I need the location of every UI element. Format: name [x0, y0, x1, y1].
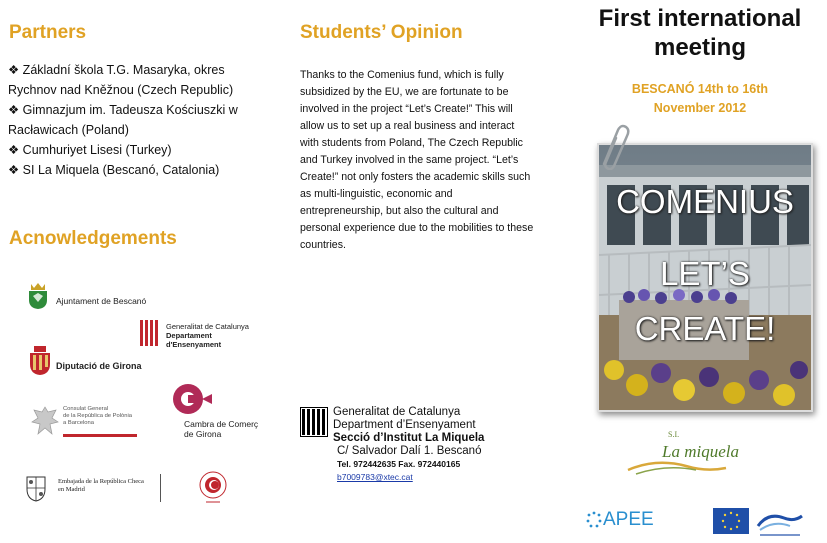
- poland-red-bar: [63, 434, 137, 437]
- contact-line: Generalitat de Catalunya: [333, 406, 461, 418]
- cambra-line: Cambra de Comerç: [184, 419, 259, 429]
- cover-title-line: meeting: [653, 34, 746, 61]
- poland-line: Consulat General: [63, 406, 109, 412]
- cover-photo: [597, 143, 813, 412]
- lifelong-learning-icon: [754, 508, 806, 538]
- bescano-logo: [27, 282, 49, 315]
- contact-address: C/ Salvador Dalí 1. Bescanó: [337, 445, 482, 457]
- czech-embassy-logo: [25, 474, 47, 507]
- czech-divider: [160, 474, 161, 502]
- cambra-logo-text: [184, 419, 258, 439]
- czech-line: Embajada de la República Checa: [58, 478, 144, 485]
- la-miquela-text: La miquela: [662, 442, 739, 461]
- cambra-line: de Girona: [184, 429, 222, 439]
- diputacio-shield-icon: [28, 346, 52, 376]
- cover-dates-line: November 2012: [653, 101, 747, 115]
- photo-text-comenius: COMENIUS: [616, 183, 794, 220]
- diputacio-logo-text: Diputació de Girona: [56, 361, 142, 371]
- la-miquela-swoosh-icon: [626, 448, 756, 476]
- cover-dates: [590, 80, 810, 118]
- photo-text-create: CREATE!: [634, 310, 776, 347]
- partners-heading: Partners: [9, 22, 87, 43]
- cover-dates-line: BESCANÓ 14th to 16th: [631, 82, 769, 96]
- contact-school: Secció d’Institut La Miquela: [333, 432, 485, 444]
- gencat-line: d'Ensenyament: [166, 340, 222, 349]
- cover-title: [578, 4, 822, 62]
- apee-ring-icon: [586, 511, 602, 529]
- contact-phone: Tel. 972442635 Fax. 972440165: [337, 459, 461, 469]
- apee-logo: [586, 509, 654, 531]
- eagle-icon: [30, 404, 60, 440]
- seal-icon: [196, 470, 230, 504]
- contact-email-link[interactable]: b7009783@xtec.cat: [337, 472, 413, 482]
- partner-item: ❖ Základní škola T.G. Masaryka, okres Rychnov nad Kněžnou (Czech Republic): [8, 63, 234, 97]
- diputacio-logo: [28, 346, 52, 381]
- partner-item: ❖ Gimnazjum im. Tadeusza Kościuszki w Racławicach (Poland): [8, 103, 238, 137]
- partner-item: ❖ Cumhuriyet Lisesi (Turkey): [8, 143, 172, 157]
- opinion-heading: Students’ Opinion: [300, 22, 463, 43]
- bescano-shield-icon: [27, 282, 49, 310]
- poland-consulate-logo: [30, 404, 60, 445]
- la-miquela-si: S.I.: [668, 430, 680, 439]
- czech-emblem-icon: [25, 474, 47, 502]
- opinion-text: Thanks to the Comenius fund, which is fully subsidized by the EU, we are fortunate to be involved in the project “Let’s Create!” This will allow us to set up a real business and interact with students from Poland, The Czech Republic and Turkey involved in the same project. “Let’s Create!” not only fosters the academic skills such as multi-linguistic, economic and entrepreneurship, but also the cultural and personal experience due to the mobilities to these countries.: [300, 69, 534, 251]
- partners-list: [8, 60, 273, 180]
- gencat-contact-logo: [300, 407, 328, 437]
- apee-text: APEE: [603, 509, 654, 530]
- cambra-logo: [172, 382, 214, 423]
- cambra-c-icon: [172, 382, 214, 418]
- gencat-logo: [140, 320, 160, 346]
- partner-item: ❖ SI La Miquela (Bescanó, Catalonia): [8, 163, 220, 177]
- gencat-line: Generalitat de Catalunya: [166, 322, 249, 331]
- czech-embassy-text: [58, 478, 144, 494]
- poland-consulate-text: [63, 406, 132, 427]
- poland-line: a Barcelona: [63, 420, 94, 426]
- bescano-logo-text: Ajuntament de Bescanó: [56, 296, 147, 306]
- cover-title-line: First international: [598, 5, 802, 32]
- eu-flag-icon: [713, 508, 749, 534]
- paperclip-icon: [596, 124, 630, 170]
- czech-line: en Madrid: [58, 486, 85, 493]
- la-miquela-logo: [626, 430, 766, 478]
- photo-text-lets: LET’S: [660, 255, 750, 292]
- contact-block: [333, 406, 484, 484]
- gencat-logo-text: [166, 322, 249, 349]
- acknowledgements-heading: Acnowledgements: [9, 228, 177, 249]
- contact-line: Department d’Ensenyament: [333, 419, 476, 431]
- gencat-line: Departament: [166, 331, 212, 340]
- poland-line: de la República de Polònia: [63, 413, 132, 419]
- barcelona-seal-logo: [196, 470, 230, 509]
